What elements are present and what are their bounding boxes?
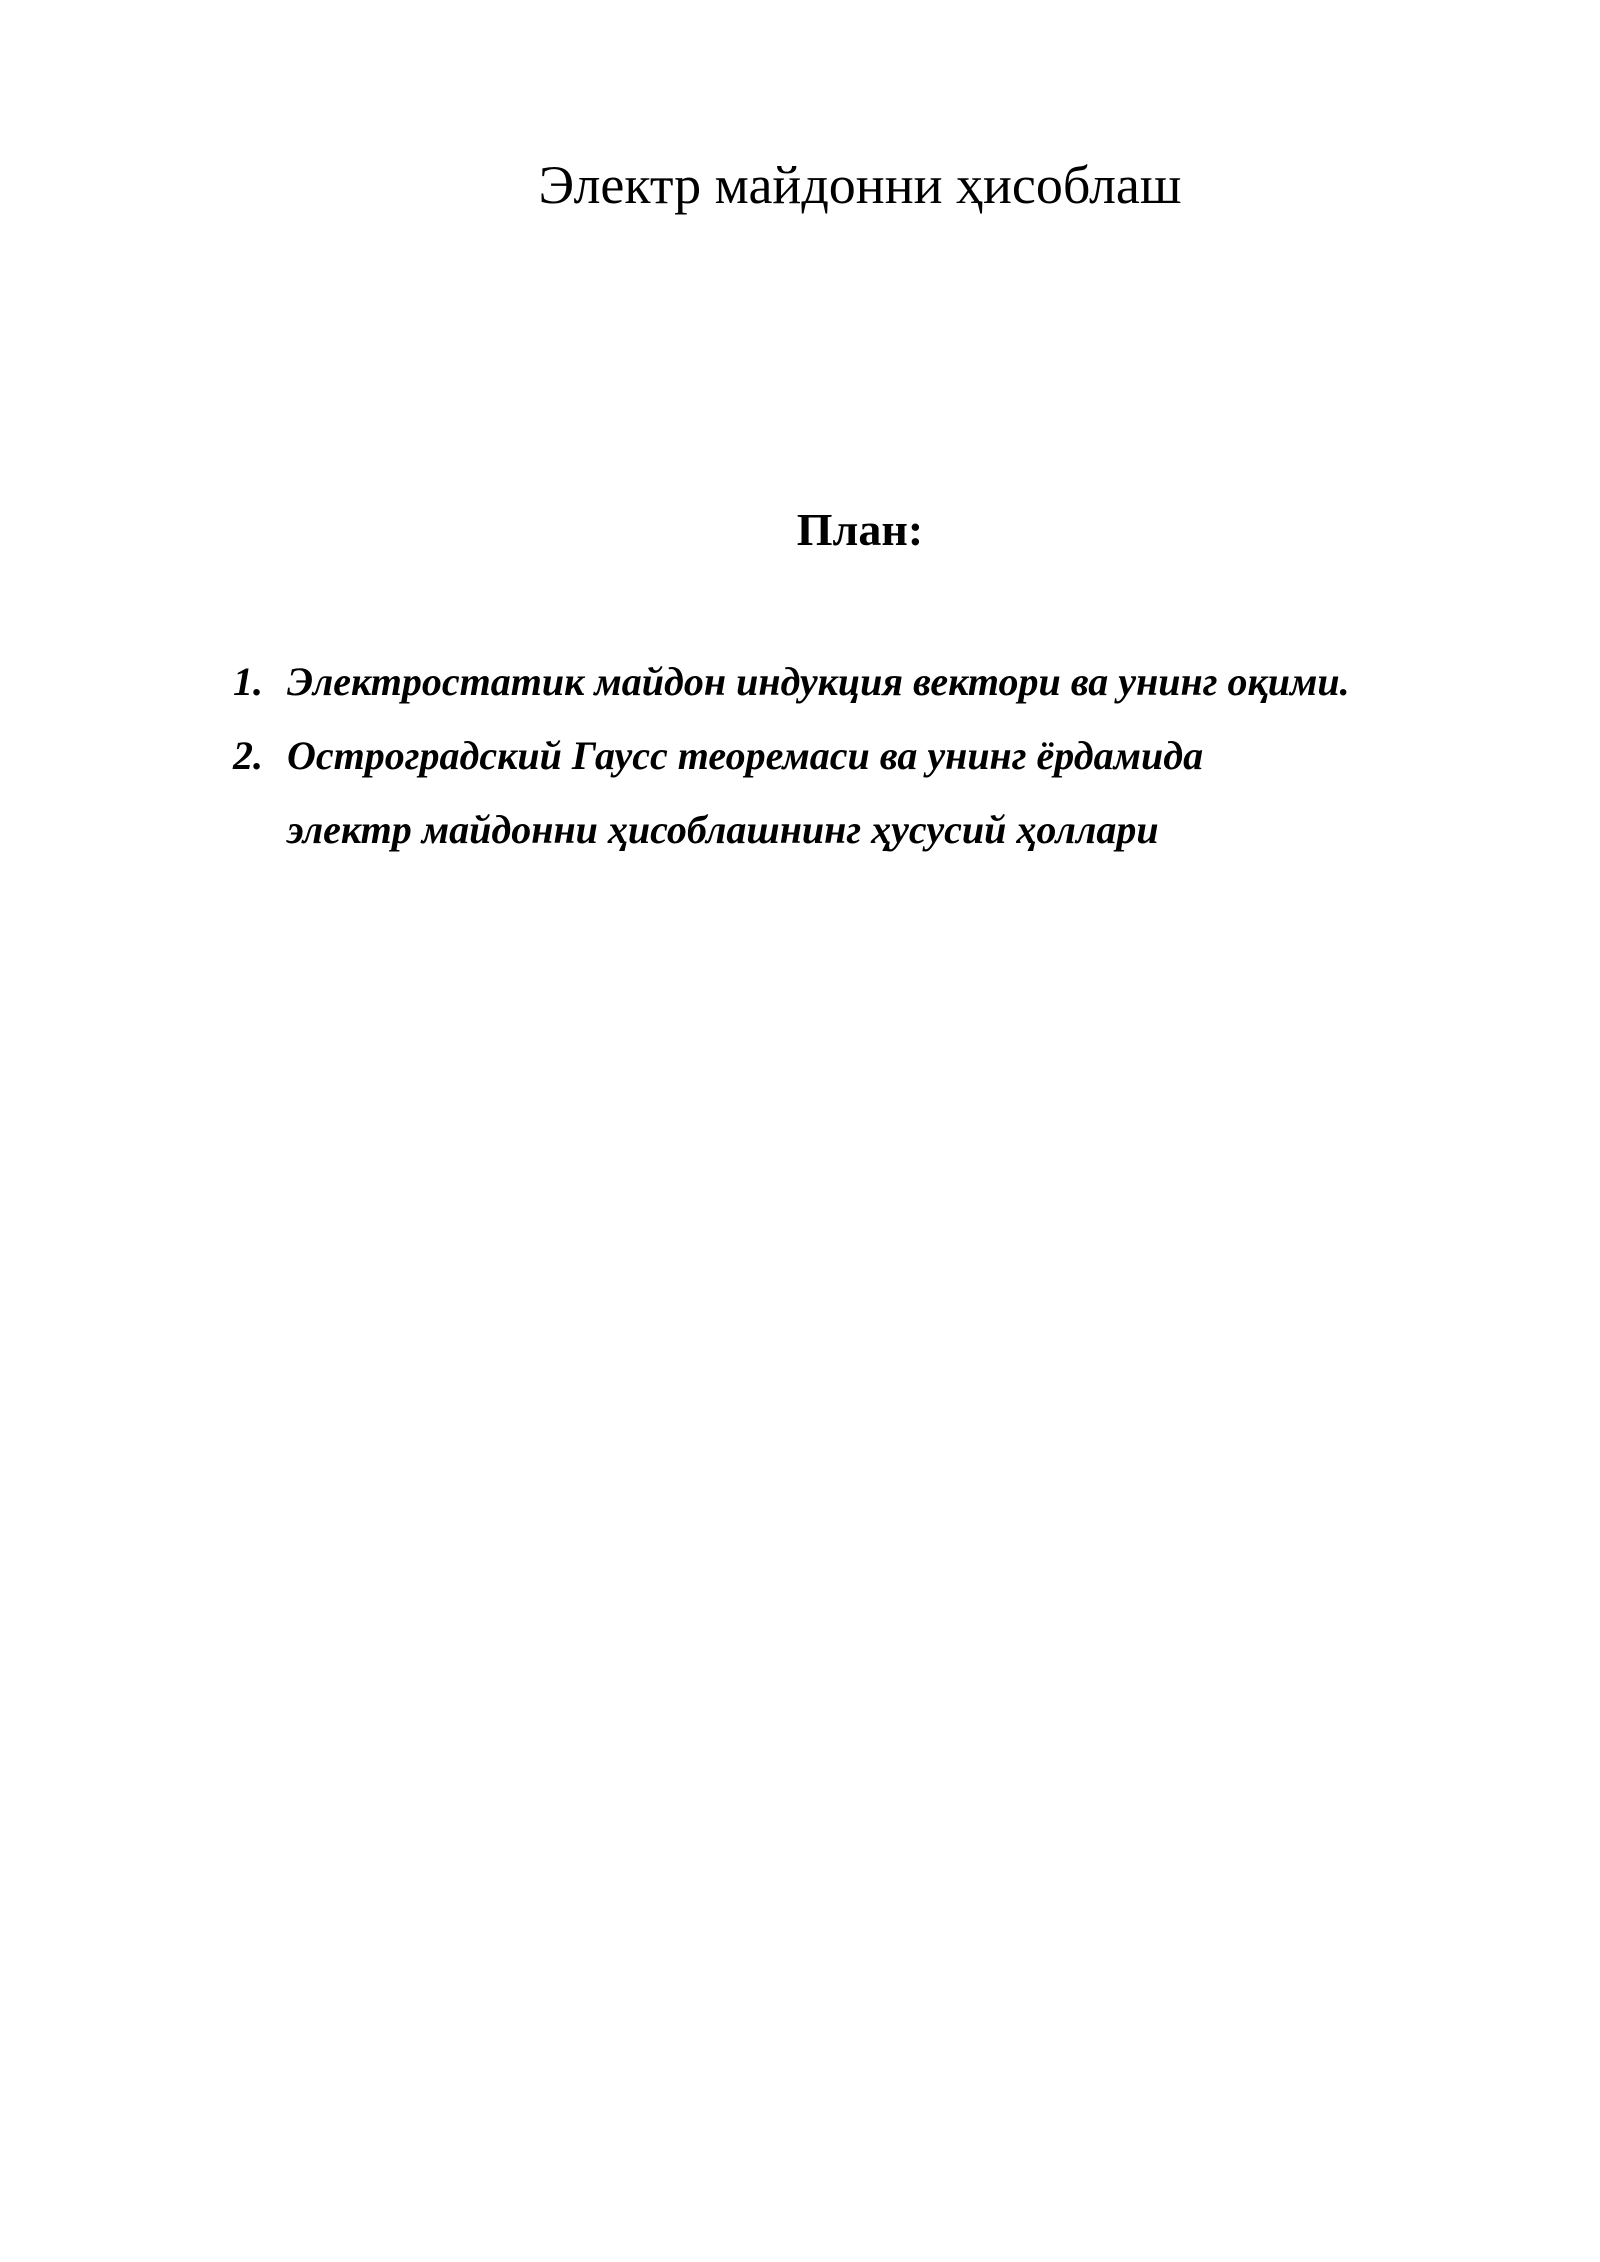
plan-list bbox=[233, 645, 1533, 867]
list-item-text bbox=[287, 645, 1533, 719]
list-item bbox=[233, 645, 1533, 719]
list-item-line: Электростатик майдон индукция вектори ва унинг оқими. bbox=[287, 659, 1350, 704]
list-item bbox=[233, 719, 1533, 867]
list-item-text bbox=[287, 719, 1533, 867]
list-item-line: электр майдонни ҳисоблашнинг ҳусусий ҳоллари bbox=[287, 807, 1159, 852]
list-item-number: 1. bbox=[233, 659, 263, 704]
list-item-number: 2. bbox=[233, 733, 263, 778]
page-title: Электр майдонни ҳисоблаш bbox=[538, 155, 1182, 215]
list-item-line: Остроградский Гаусс теоремаси ва унинг ёрдамида bbox=[287, 733, 1204, 778]
plan-heading: План: bbox=[796, 504, 924, 555]
